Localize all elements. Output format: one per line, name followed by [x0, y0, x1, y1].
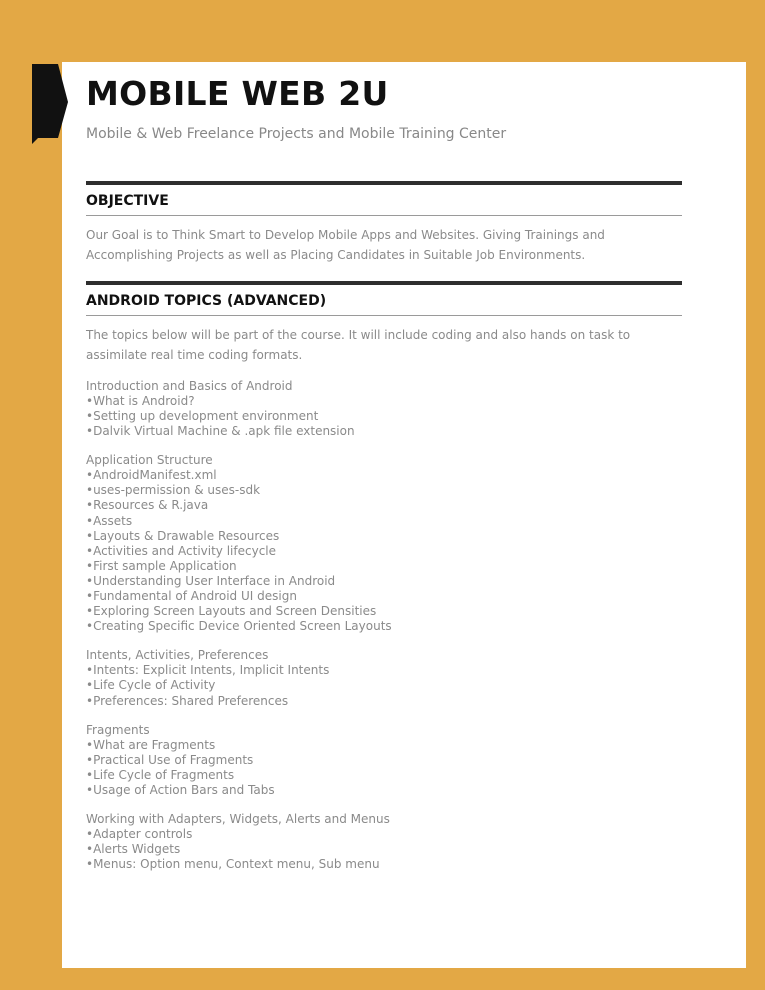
topic-group [86, 812, 682, 872]
topic-group-title: Intents, Activities, Preferences [86, 648, 269, 663]
list-item: • Practical Use of Fragments [86, 753, 682, 768]
list-item: • Preferences: Shared Preferences [86, 694, 682, 709]
list-item: • First sample Application [86, 559, 682, 574]
list-item: • Creating Specific Device Oriented Screen Layouts [86, 619, 682, 634]
list-item: • Alerts Widgets [86, 842, 682, 857]
topic-group-title: Fragments [86, 722, 150, 737]
list-item: • Exploring Screen Layouts and Screen Densities [86, 604, 682, 619]
list-item: • Assets [86, 514, 682, 529]
topic-group [86, 379, 682, 439]
list-item: • Adapter controls [86, 827, 682, 842]
list-item: • Life Cycle of Fragments [86, 768, 682, 783]
topic-list [86, 468, 682, 634]
list-item: • uses-permission & uses-sdk [86, 483, 682, 498]
list-item: • Dalvik Virtual Machine & .apk file extension [86, 424, 682, 439]
page-subtitle: Mobile & Web Freelance Projects and Mobile Training Center [86, 126, 507, 142]
list-item: • Activities and Activity lifecycle [86, 544, 682, 559]
topic-group-title: Introduction and Basics of Android [86, 379, 293, 393]
topics-intro: The topics below will be part of the course. It will include coding and also hands on task to assimilate real time coding formats. [86, 328, 631, 362]
list-item: • Setting up development environment [86, 409, 682, 424]
list-item: • Menus: Option menu, Context menu, Sub menu [86, 857, 682, 872]
topic-list [86, 827, 682, 872]
list-item: • What is Android? [86, 394, 682, 409]
list-item: • Usage of Action Bars and Tabs [86, 783, 682, 798]
topic-list [86, 394, 682, 439]
topic-group [86, 648, 682, 708]
list-item: • Intents: Explicit Intents, Implicit Intents [86, 663, 682, 678]
objective-section [86, 181, 682, 265]
topic-group-title: Application Structure [86, 453, 213, 468]
objective-text: Our Goal is to Think Smart to Develop Mobile Apps and Websites. Giving Trainings and Accomplishing Projects as well as Placing Candidates in Suitable Job Environments. [86, 228, 605, 262]
list-item: • Life Cycle of Activity [86, 678, 682, 693]
list-item: • Understanding User Interface in Android [86, 574, 682, 589]
topics-section [86, 281, 682, 872]
topic-groups [86, 379, 682, 872]
topics-heading: ANDROID TOPICS (ADVANCED) [86, 285, 682, 316]
list-item: • Layouts & Drawable Resources [86, 529, 682, 544]
header-tab-icon [32, 64, 68, 144]
list-item: • AndroidManifest.xml [86, 468, 682, 483]
page-title: MOBILE WEB 2U [86, 74, 389, 113]
topic-group [86, 723, 682, 798]
topic-list [86, 738, 682, 798]
list-item: • Resources & R.java [86, 498, 682, 513]
topic-group [86, 453, 682, 634]
list-item: • Fundamental of Android UI design [86, 589, 682, 604]
objective-heading: OBJECTIVE [86, 185, 682, 216]
topic-list [86, 663, 682, 708]
topic-group-title: Working with Adapters, Widgets, Alerts and Menus [86, 811, 390, 826]
list-item: • What are Fragments [86, 738, 682, 753]
